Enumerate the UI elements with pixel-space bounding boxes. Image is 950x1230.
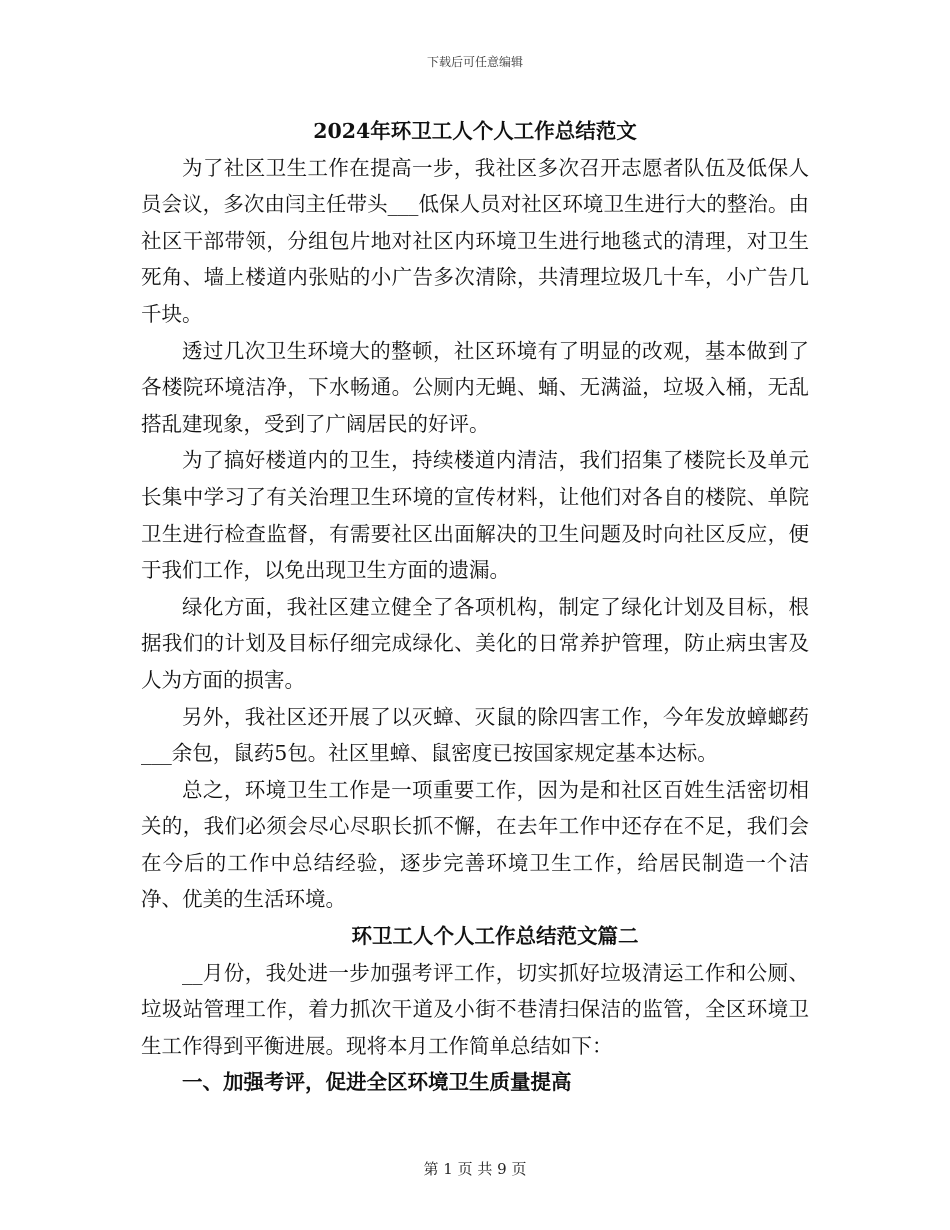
section-title: 环卫工人个人工作总结范文篇二	[351, 924, 639, 949]
paragraph: 另外，我社区还开展了以灭蟑、灭鼠的除四害工作，今年发放蟑螂药___余包，鼠药5包。社区里蟑、鼠密度已按国家规定基本达标。	[141, 704, 809, 766]
paragraph: 总之，环境卫生工作是一项重要工作，因为是和社区百姓生活密切相关的，我们必须会尽心尽职长抓不懈，在去年工作中还存在不足，我们会在今后的工作中总结经验，逐步完善环境卫生工作，给居民制造一个洁净、优美的生活环境。	[141, 777, 809, 912]
page-header: 下载后可任意编辑	[426, 55, 523, 69]
paragraph: 为了社区卫生工作在提高一步，我社区多次召开志愿者队伍及低保人员会议，多次由闫主任带头___低保人员对社区环境卫生进行大的整治。由社区干部带领，分组包片地对社区内环境卫生进行地毯式的清理，对卫生死角、墙上楼道内张贴的小广告多次清除，共清理垃圾几十车，小广告几千块。	[141, 155, 809, 326]
paragraph: 透过几次卫生环境大的整顿，社区环境有了明显的改观，基本做到了各楼院环境洁净，下水畅通。公厕内无蝇、蛹、无满溢，垃圾入桶，无乱搭乱建现象，受到了广阔居民的好评。	[141, 338, 809, 436]
page-footer: 第 1 页 共 9 页	[423, 1160, 527, 1178]
paragraph: 为了搞好楼道内的卫生，持续楼道内清洁，我们招集了楼院长及单元长集中学习了有关治理卫生环境的宣传材料，让他们对各自的楼院、单院卫生进行检查监督，有需要社区出面解决的卫生问题及时向社区反应，便于我们工作，以免出现卫生方面的遗漏。	[141, 448, 809, 583]
document-title: 2024年环卫工人个人工作总结范文	[313, 119, 637, 143]
paragraph: __月份，我处进一步加强考评工作，切实抓好垃圾清运工作和公厕、垃圾站管理工作，着力抓次干道及小街不巷清扫保洁的监管，全区环境卫生工作得到平衡进展。现将本月工作简单总结如下：	[141, 960, 809, 1058]
paragraph: 绿化方面，我社区建立健全了各项机构，制定了绿化计划及目标，根据我们的计划及目标仔细完成绿化、美化的日常养护管理，防止病虫害及人为方面的损害。	[141, 594, 809, 692]
document-body	[141, 113, 809, 1101]
section-heading: 一、加强考评，促进全区环境卫生质量提高	[182, 1070, 572, 1095]
